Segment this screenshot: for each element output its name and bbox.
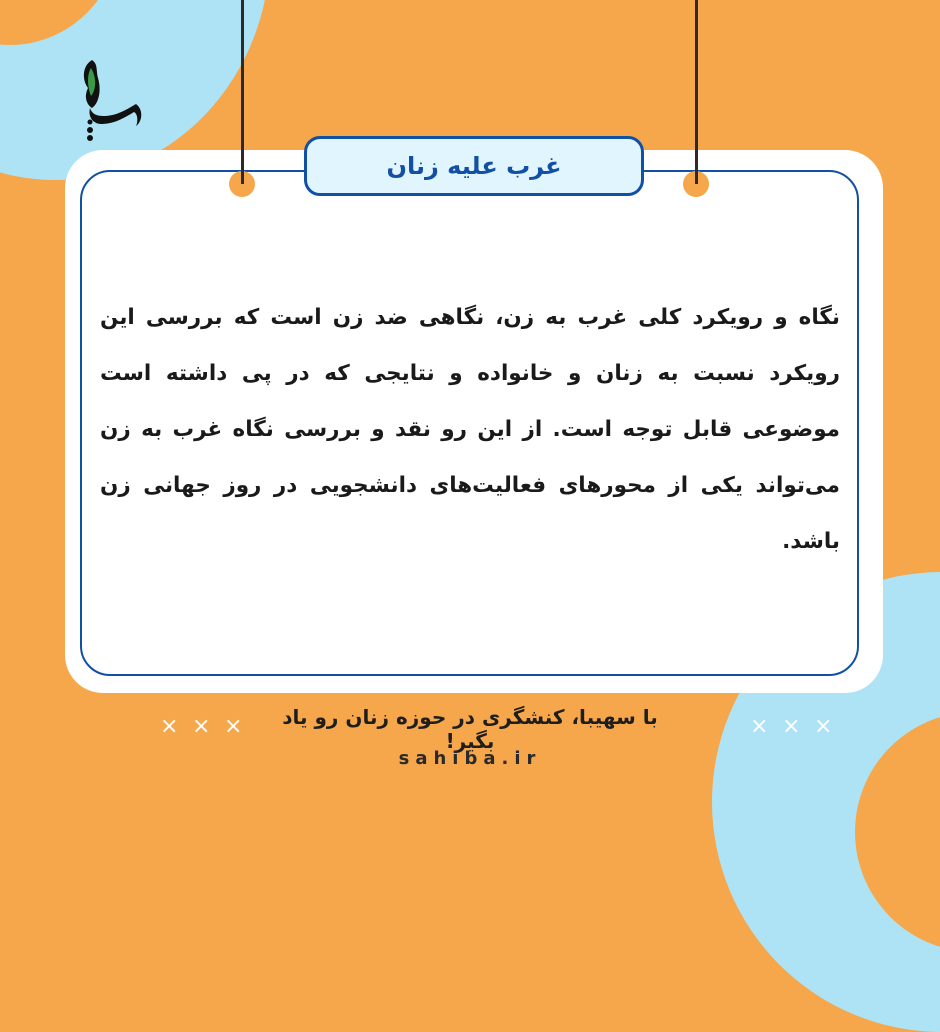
card-body-text: نگاه و رویکرد کلی غرب به زن، نگاهی ضد زن است که بررسی این رویکرد نسبت به زنان و خانواده و نتایجی که در پی داشته است موضوعی قابل توجه است. از این رو نقد و بررسی نگاه غرب به زن می‌تواند یکی از محورهای فعالیت‌های دانشجویی در روز جهانی زن باشد. <box>100 305 840 554</box>
website-link[interactable]: sahiba.ir <box>398 748 542 769</box>
cross-icon: × <box>750 714 769 739</box>
footer-tagline: با سهیبا، کنشگری در حوزه زنان رو یاد بگیر! <box>282 705 658 753</box>
cross-icon: × <box>814 714 833 739</box>
cross-icon: × <box>192 714 211 739</box>
decor-crosses-left <box>160 714 242 739</box>
card-title: غرب علیه زنان <box>386 152 562 180</box>
title-banner <box>304 136 644 196</box>
decor-crosses-right <box>750 714 832 739</box>
hanging-string-left-end <box>241 150 244 184</box>
sahiba-logo-icon <box>76 52 146 142</box>
cross-icon: × <box>160 714 179 739</box>
cross-icon: × <box>782 714 801 739</box>
cross-icon: × <box>224 714 243 739</box>
hanging-string-right-end <box>695 150 698 184</box>
